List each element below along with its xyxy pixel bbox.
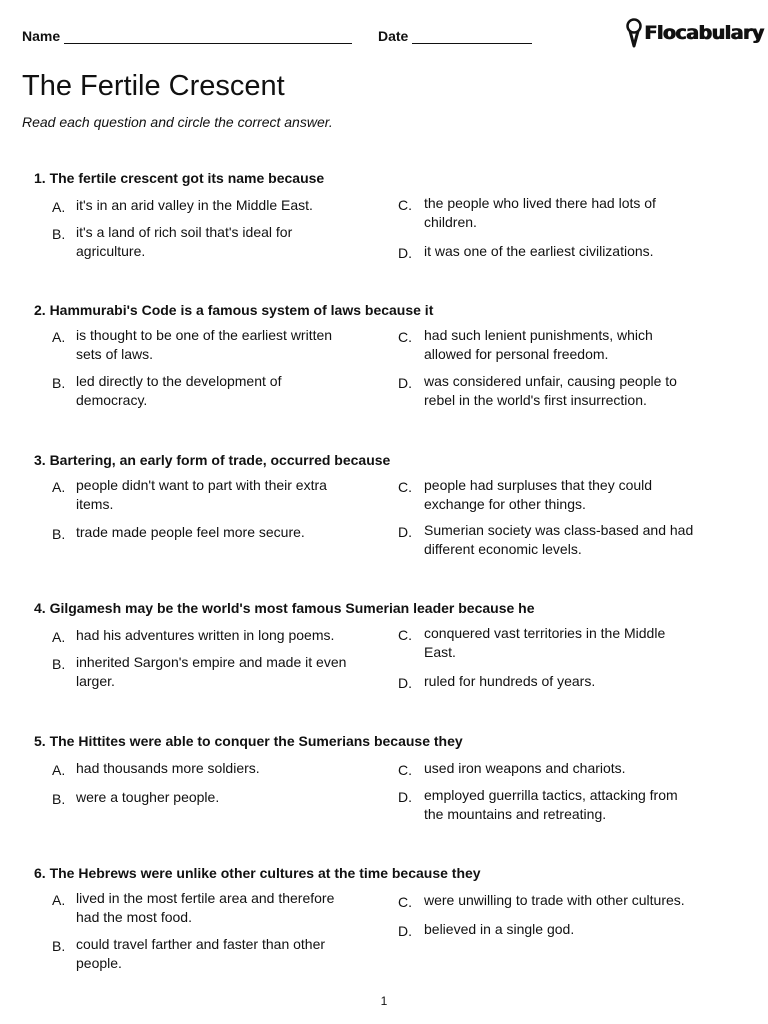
date-field[interactable]: [378, 28, 532, 44]
option-c[interactable]: [398, 624, 698, 662]
option-b[interactable]: [52, 653, 352, 691]
option-letter: B.: [52, 226, 66, 242]
option-text: could travel farther and faster than other people.: [76, 936, 326, 971]
option-letter: B.: [52, 938, 66, 954]
name-label: Name: [22, 28, 61, 44]
option-text: people didn't want to part with their extra items.: [76, 477, 327, 512]
option-letter: D.: [398, 375, 412, 391]
option-letter: D.: [398, 245, 412, 261]
option-letter: B.: [52, 656, 66, 672]
option-letter: A.: [52, 479, 66, 495]
option-b[interactable]: [52, 935, 352, 973]
option-letter: B.: [52, 791, 66, 807]
option-text: was considered unfair, causing people to rebel in the world's first insurrection.: [424, 373, 677, 408]
name-field[interactable]: [22, 28, 352, 44]
option-letter: D.: [398, 675, 412, 691]
date-blank-line[interactable]: [412, 29, 532, 44]
option-d[interactable]: [398, 672, 698, 691]
option-text: led directly to the development of democracy.: [76, 373, 282, 408]
option-a[interactable]: [52, 196, 352, 215]
option-a[interactable]: [52, 476, 352, 514]
option-text: it's in an arid valley in the Middle East.: [76, 197, 313, 213]
option-b[interactable]: [52, 372, 352, 410]
option-text: Sumerian society was class-based and had different economic levels.: [424, 522, 694, 557]
option-b[interactable]: [52, 788, 352, 807]
option-text: people had surpluses that they could exchange for other things.: [424, 477, 653, 512]
option-text: were a tougher people.: [76, 789, 220, 805]
option-c[interactable]: [398, 194, 698, 232]
option-text: were unwilling to trade with other cultures.: [424, 892, 685, 908]
option-letter: D.: [398, 524, 412, 540]
question-text: 5. The Hittites were able to conquer the Sumerians because they: [34, 733, 463, 749]
option-a[interactable]: [52, 626, 352, 645]
option-c[interactable]: [398, 759, 698, 778]
option-d[interactable]: [398, 372, 698, 410]
option-letter: D.: [398, 923, 412, 939]
option-b[interactable]: [52, 523, 352, 542]
option-letter: A.: [52, 892, 66, 908]
option-d[interactable]: [398, 242, 698, 261]
option-text: is thought to be one of the earliest written sets of laws.: [76, 327, 333, 362]
option-letter: D.: [398, 789, 412, 805]
option-text: trade made people feel more secure.: [76, 524, 305, 540]
option-d[interactable]: [398, 521, 698, 559]
option-a[interactable]: [52, 759, 352, 778]
option-text: used iron weapons and chariots.: [424, 760, 626, 776]
option-text: employed guerrilla tactics, attacking from the mountains and retreating.: [424, 787, 678, 822]
option-b[interactable]: [52, 223, 352, 261]
option-c[interactable]: [398, 476, 698, 514]
option-text: ruled for hundreds of years.: [424, 673, 596, 689]
option-text: had his adventures written in long poems.: [76, 627, 335, 643]
option-c[interactable]: [398, 891, 698, 910]
question-text: 1. The fertile crescent got its name because: [34, 170, 325, 186]
logo-wordmark: Flocabulary: [644, 22, 764, 44]
flocabulary-logo: [624, 16, 763, 50]
question-text: 6. The Hebrews were unlike other cultures at the time because they: [34, 865, 481, 881]
question-text: 2. Hammurabi's Code is a famous system of laws because it: [34, 302, 434, 318]
option-c[interactable]: [398, 326, 698, 364]
option-letter: A.: [52, 199, 66, 215]
option-letter: C.: [398, 329, 412, 345]
option-d[interactable]: [398, 786, 698, 824]
option-a[interactable]: [52, 326, 352, 364]
option-letter: A.: [52, 329, 66, 345]
name-blank-line[interactable]: [64, 29, 352, 44]
option-text: had such lenient punishments, which allowed for personal freedom.: [424, 327, 653, 362]
option-letter: B.: [52, 375, 66, 391]
instructions: Read each question and circle the correct answer.: [22, 114, 333, 130]
option-letter: C.: [398, 479, 412, 495]
option-text: conquered vast territories in the Middle East.: [424, 625, 666, 660]
option-letter: A.: [52, 762, 66, 778]
option-text: lived in the most fertile area and therefore had the most food.: [76, 890, 335, 925]
option-letter: B.: [52, 526, 66, 542]
option-letter: C.: [398, 197, 412, 213]
option-text: it's a land of rich soil that's ideal for agriculture.: [76, 224, 293, 259]
option-text: believed in a single god.: [424, 921, 575, 937]
option-letter: A.: [52, 629, 66, 645]
option-letter: C.: [398, 894, 412, 910]
option-text: had thousands more soldiers.: [76, 760, 260, 776]
option-letter: C.: [398, 627, 412, 643]
date-label: Date: [378, 28, 409, 44]
option-a[interactable]: [52, 889, 352, 927]
option-text: the people who lived there had lots of children.: [424, 195, 656, 230]
microphone-icon: [624, 18, 646, 48]
page-title: The Fertile Crescent: [22, 70, 285, 102]
option-letter: C.: [398, 762, 412, 778]
option-d[interactable]: [398, 920, 698, 939]
option-text: it was one of the earliest civilizations.: [424, 243, 654, 259]
option-text: inherited Sargon's empire and made it even larger.: [76, 654, 347, 689]
question-text: 4. Gilgamesh may be the world's most famous Sumerian leader because he: [34, 600, 535, 616]
page-number: 1: [380, 994, 388, 1008]
question-text: 3. Bartering, an early form of trade, occurred because: [34, 452, 391, 468]
